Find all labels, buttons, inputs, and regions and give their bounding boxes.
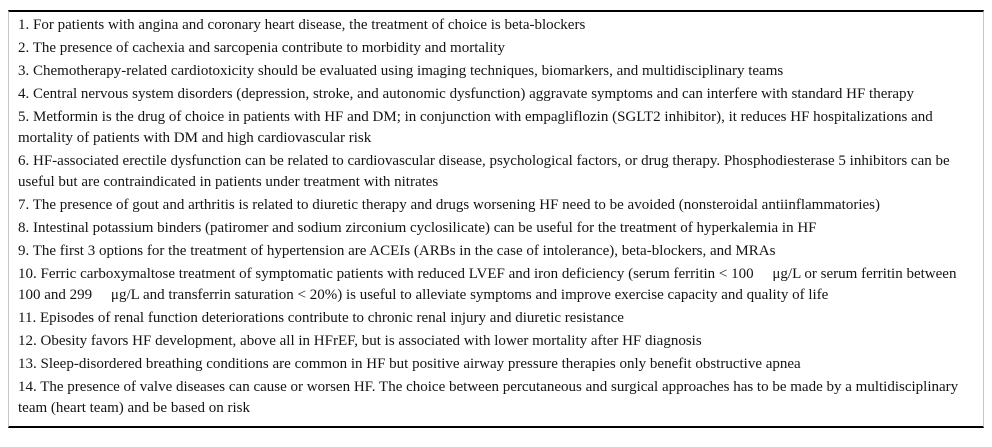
list-item-11: 11. Episodes of renal function deteriorations contribute to chronic renal injury and diuretic resistance — [18, 310, 624, 326]
list-item-10: 10. Ferric carboxymaltose treatment of symptomatic patients with reduced LVEF and iron deficiency (serum ferritin < 100 μg/L or serum ferritin between 100 and 299 μg/L and transferrin saturation < 20%) is useful to alleviate symptoms and improve exercise capacity and quality of life — [18, 266, 961, 303]
list-item-8: 8. Intestinal potassium binders (patiromer and sodium zirconium cyclosilicate) can be useful for the treatment of hyperkalemia in HF — [18, 220, 817, 236]
list-item-5: 5. Metformin is the drug of choice in patients with HF and DM; in conjunction with empagliflozin (SGLT2 inhibitor), it reduces HF hospitalizations and mortality of patients with DM and high cardiovascular risk — [18, 109, 937, 146]
list-item-7: 7. The presence of gout and arthritis is related to diuretic therapy and drugs worsening HF need to be avoided (nonsteroidal antiinflammatories) — [18, 197, 880, 213]
list-item-2: 2. The presence of cachexia and sarcopenia contribute to morbidity and mortality — [18, 40, 506, 56]
list-item-3: 3. Chemotherapy-related cardiotoxicity should be evaluated using imaging techniques, biomarkers, and multidisciplinary teams — [18, 63, 784, 79]
comorbidities-table — [8, 10, 984, 428]
page — [0, 10, 992, 447]
list-item-1: 1. For patients with angina and coronary heart disease, the treatment of choice is beta-blockers — [18, 17, 586, 33]
list-item-4: 4. Central nervous system disorders (depression, stroke, and autonomic dysfunction) aggravate symptoms and can interfere with standard HF therapy — [18, 86, 915, 102]
list-item-6: 6. HF-associated erectile dysfunction can be related to cardiovascular disease, psychological factors, or drug therapy. Phosphodiesterase 5 inhibitors can be useful but are contraindicated in patients under treatment with nitrates — [18, 153, 954, 190]
list-item-12: 12. Obesity favors HF development, above all in HFrEF, but is associated with lower mortality after HF diagnosis — [18, 333, 702, 349]
list-item-14: 14. The presence of valve diseases can cause or worsen HF. The choice between percutaneous and surgical approaches has to be made by a multidisciplinary team (heart team) and be based on risk — [18, 379, 962, 416]
list-item-9: 9. The first 3 options for the treatment of hypertension are ACEIs (ARBs in the case of intolerance), beta-blockers, and MRAs — [18, 243, 776, 259]
list-item-13: 13. Sleep-disordered breathing conditions are common in HF but positive airway pressure therapies only benefit obstructive apnea — [18, 356, 801, 372]
